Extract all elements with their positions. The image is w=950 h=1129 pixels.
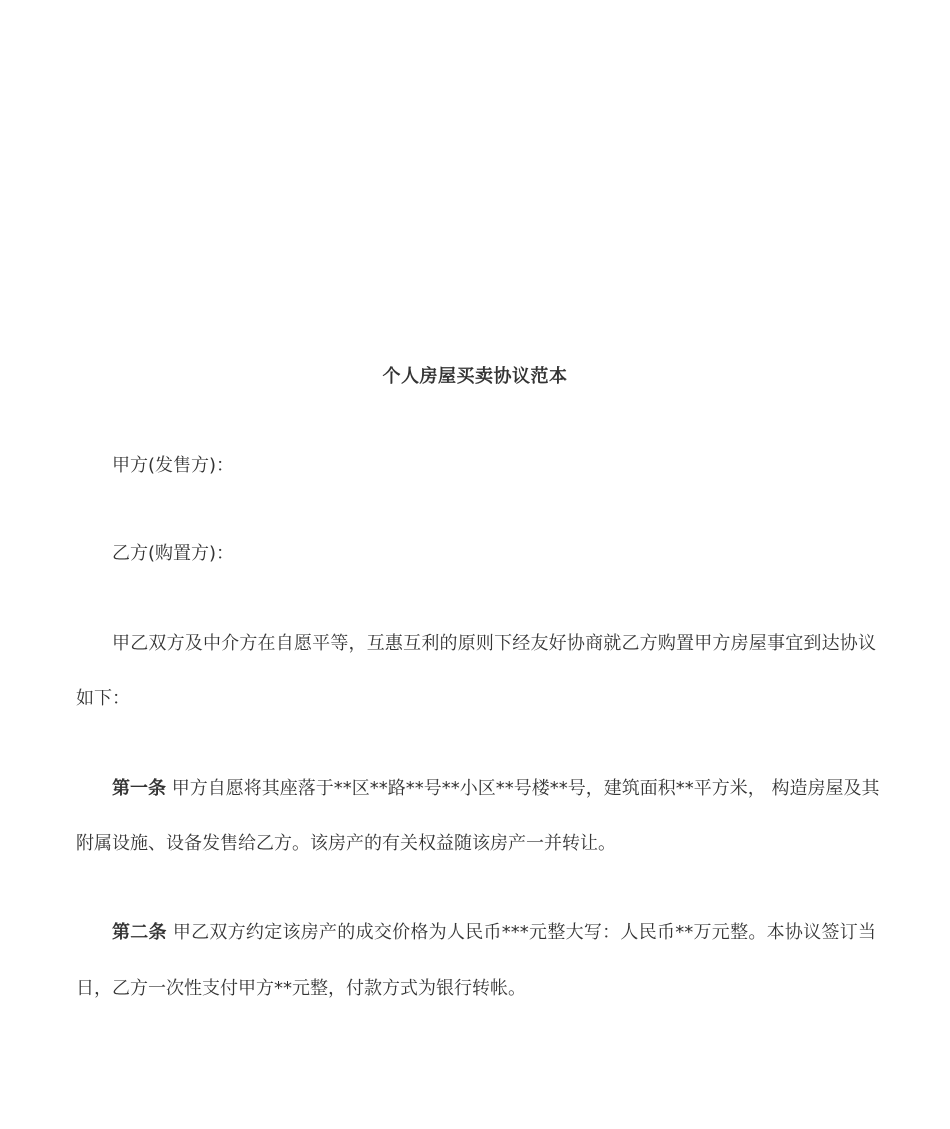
party-a-label: 甲方(发售方)： [112, 455, 235, 476]
party-b-label: 乙方(购置方)： [112, 543, 235, 564]
article-2-text: 甲乙双方约定该房产的成交价格为人民币***元整大写：人民币**万元整。本协议签订当 [166, 922, 877, 943]
article-2-heading: 第二条 [112, 922, 167, 943]
document-title: 个人房屋买卖协议范本 [382, 366, 568, 387]
preamble-line-2: 如下： [76, 688, 130, 709]
article-2-line-1 [112, 920, 876, 946]
article-1-line-1 [112, 776, 880, 802]
article-1-line-2: 附属设施、设备发售给乙方。该房产的有关权益随该房产一并转让。 [76, 833, 616, 854]
article-1-heading: 第一条 [112, 778, 166, 799]
preamble-line-1: 甲乙双方及中介方在自愿平等，互惠互利的原则下经友好协商就乙方购置甲方房屋事宜到达协议 [112, 633, 876, 654]
article-2-line-2: 日，乙方一次性支付甲方**元整，付款方式为银行转帐。 [76, 978, 526, 999]
article-1-text: 甲方自愿将其座落于**区**路**号**小区**号楼**号，建筑面积**平方米， 构造房屋及其 [166, 778, 880, 799]
